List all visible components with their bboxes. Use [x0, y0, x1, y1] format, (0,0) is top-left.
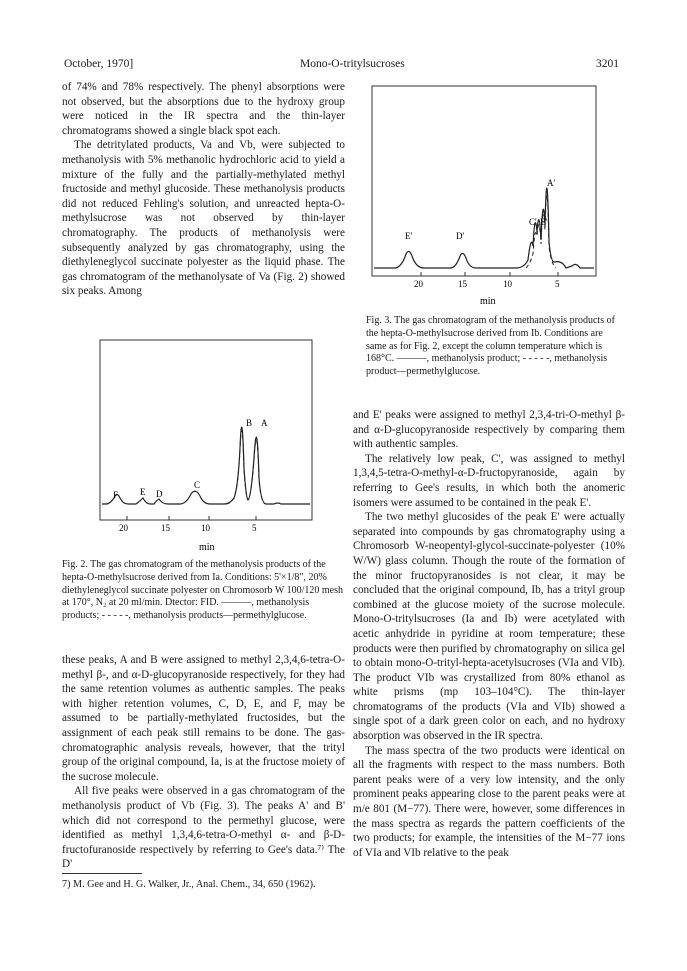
paragraph: of 74% and 78% respectively. The phenyl absorptions were not observed, but the absorptions due to the hydroxy group were noticed in the IR spectra and the thin-layer chromatograms showed a single black spot each.	[62, 81, 345, 137]
axis-label: min	[199, 542, 215, 553]
paragraph: The detritylated products, Va and Vb, were subjected to methanolysis with 5% methanolic hydrochloric acid to yield a mixture of the fully and the partially-methylated methyl fructoside and methyl glucoside. These methanolysis products did not reduced Fehling's solution, and unreacted hepta-O-methylsucrose was not observed by thin-layer chromatography. The products of methanolysis were subsequently analyzed by gas chromatography, using the diethyleneglycol succinate polyester as the liquid phase. The gas chromatogram of the methanolysate of Va (Fig. 2) showed six peaks. Among	[62, 139, 345, 298]
peak-label: B	[246, 418, 253, 428]
peak-label: A	[261, 418, 268, 428]
caption-text: Fig. 3. The gas chromatogram of the methanolysis products of the hepta-O-methylsucrose derived from Ib. Conditions are same as for Fig. 2, except the column temperature which is 168°C. ———, methanolysis product; - - - - -, methanolysis product—permethylglucose.	[366, 315, 615, 378]
peak-label: D'	[456, 231, 465, 241]
figure-3-caption	[366, 315, 624, 379]
tick-label: 5	[252, 523, 257, 533]
paragraph: these peaks, A and B were assigned to methyl 2,3,4,6-tetra-O-methyl β-, and α-D-glucopyranoside respectively, for they had the same retention volumes as authentic samples. The peaks with higher retention volumes, C, D, E, and F, may be assumed to be partially-methylated fructosides, but the assignment of each peak still remains to be done. The gas-chromatographic analysis reveals, however, that the trityl group of the original compound, Ia, is at the fructose moiety of the sucrose molecule.	[62, 654, 345, 783]
tick-label: 20	[414, 279, 423, 289]
tick-label: 5	[555, 279, 560, 289]
peak-label: C'	[529, 217, 537, 227]
chromatogram-trace-solid	[102, 427, 310, 504]
peak-label: F	[113, 490, 119, 500]
left-column-bottom-text	[62, 653, 345, 872]
paragraph: and E' peaks were assigned to methyl 2,3,4-tri-O-methyl β- and α-D-glucopyranoside respectively by comparing them with authentic samples.	[353, 409, 625, 451]
figure-3-chromatogram	[366, 84, 602, 310]
peak-label: E'	[540, 217, 548, 227]
tick-label: 10	[201, 523, 210, 533]
right-column-text	[353, 408, 625, 860]
peak-label: E	[140, 487, 146, 497]
figure-2-caption	[62, 559, 346, 623]
paragraph: The mass spectra of the two products were identical on all the fragments with respect to the mass numbers. Both parent peaks were of a very low intensity, and the only prominent peaks appearing close to the parent peaks were at m/e 801 (M−77). There were, however, some differences in the mass spectra as regards the pattern coefficients of the two products; for example, the intensities of the M−77 ions of VIa and VIb relative to the peak	[353, 744, 625, 859]
footnote-rule	[62, 873, 142, 874]
paragraph: All five peaks were observed in a gas chromatogram of the methanolysis product of Vb (Fig. 3). The peaks A' and B' which did not correspond to the permethyl glucose, were identified as methyl 1,3,4,6-tetra-O-methyl α- and β-D-fructofuranoside respectively by referring to Gee's data.⁷⁾ The D'	[62, 785, 345, 871]
peak-label: A'	[547, 178, 556, 188]
paragraph: The two methyl glucosides of the peak E' were actually separated into compounds by gas chromatography using a Chromosorb W-neopentyl-glycol-succinate-polyester (10% W/W) glass column. Though the route of the formation of the minor fructopyranosides is not clear, it may be concluded that the original compound, Ib, has a trityl group combined at the glucose moiety of the sucrose molecule. Mono-O-tritylsucroses (Ia and Ib) were acetylated with acetic anhydride in pyridine at room temperature; these products were then purified by chromatography on silica gel to obtain mono-O-trityl-hepta-acetylsucroses (VIa and VIb). The product VIb was crystallized from 80% ethanol as white prisms (mp 103–104°C). The thin-layer chromatograms of the products (VIa and VIb) showed a single spot of a dark green color on each, and no hydroxy absorption was observed in the IR spectra.	[353, 511, 625, 743]
peak-label: C	[194, 480, 201, 490]
figure-2-chromatogram	[96, 338, 318, 556]
axis-label: min	[480, 296, 496, 307]
left-column-top-text	[62, 80, 345, 299]
running-header-left: October, 1970]	[64, 58, 134, 70]
paragraph: The relatively low peak, C', was assigned to methyl 1,3,4,5-tetra-O-methyl-α-D-fructopyranoside, again by referring to Gee's results, in which both the anomeric isomers were assumed to be contained in the peak E'.	[353, 452, 625, 509]
peak-label: D	[156, 489, 163, 499]
plot-frame	[372, 86, 596, 276]
footnote: 7) M. Gee and H. G. Walker, Jr., Anal. Chem., 34, 650 (1962).	[62, 879, 316, 890]
plot-frame	[100, 340, 312, 520]
tick-label: 20	[119, 523, 128, 533]
running-header-title: Mono-O-tritylsucroses	[300, 58, 405, 70]
tick-label: 15	[458, 279, 467, 289]
chromatogram-trace-dashed	[226, 430, 266, 504]
page-number: 3201	[596, 58, 619, 70]
tick-label: 10	[503, 279, 512, 289]
peak-label: E'	[405, 231, 413, 241]
caption-text: Fig. 2. The gas chromatogram of the methanolysis products of the hepta-O-methylsucrose derived from Ia. Conditions: 5'×1/8", 20% diethyleneglycol succinate polyester on Chromosorb W 100/120 mesh at 170°, N₂ at 20 ml/min. Dtector: FID. ———, methanolysis products; - - - - -, methanolysis products—permethylglucose.	[62, 559, 343, 622]
tick-label: 15	[161, 523, 170, 533]
chromatogram-trace-solid	[374, 188, 594, 268]
